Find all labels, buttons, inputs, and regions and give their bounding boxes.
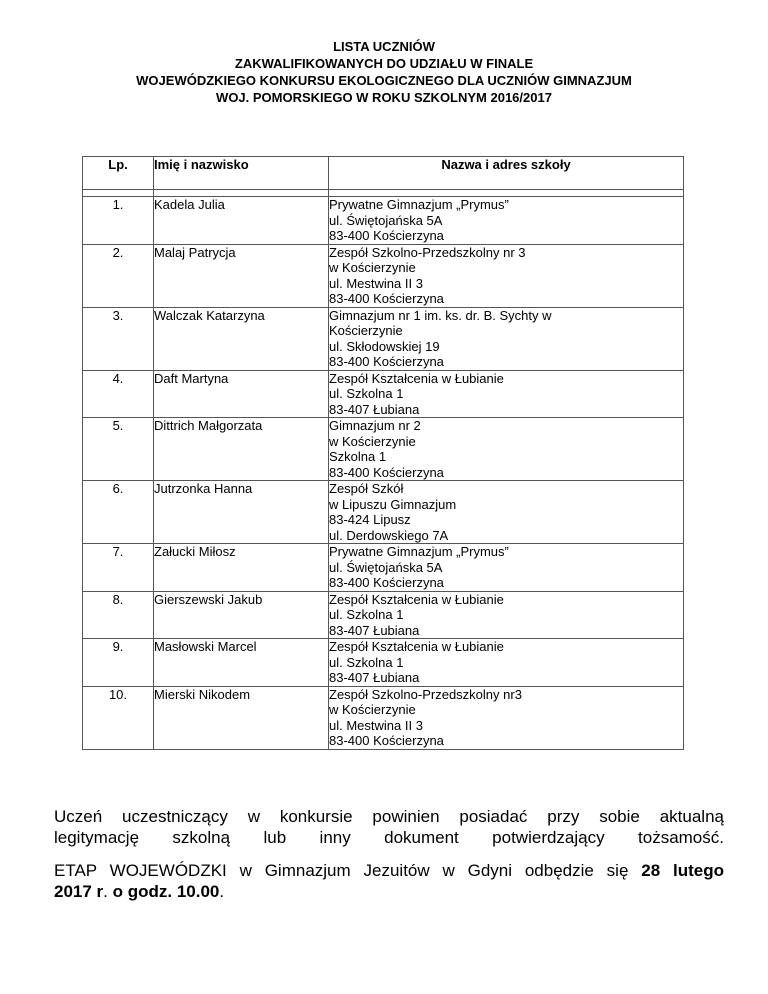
note1-line-2: legitymację szkolną lub inny dokument potwierdzający tożsamość. (54, 828, 724, 847)
row-number: 5. (83, 418, 154, 481)
school-address-line: Szkolna 1 (329, 449, 387, 464)
id-requirement-note (54, 806, 724, 848)
school-address-line: 83-407 Łubiana (329, 401, 420, 417)
student-name: Załucki Miłosz (154, 544, 329, 592)
school-address-line: Prywatne Gimnazjum „Prymus” (329, 197, 509, 212)
school-address (329, 544, 684, 592)
school-address-line: 83-407 Łubiana (329, 622, 420, 638)
school-address-line: Zespół Szkolno-Przedszkolny nr 3 (329, 244, 526, 260)
school-address-line: w Kościerzynie (329, 260, 416, 275)
school-address-line: 83-400 Kościerzyna (329, 291, 444, 306)
note2-end: . (219, 882, 225, 901)
table-header-row (83, 157, 684, 190)
note2-date: 28 lutego (641, 861, 724, 880)
row-number: 9. (83, 639, 154, 687)
stage-info-note (54, 860, 724, 902)
school-address-line: 83-424 Lipusz (329, 512, 411, 527)
table-row (83, 418, 684, 481)
table-row (83, 481, 684, 544)
student-name: Dittrich Małgorzata (154, 418, 329, 481)
table-row (83, 686, 684, 749)
school-address-line: Gimnazjum nr 1 im. ks. dr. B. Sychty w (329, 307, 552, 323)
note2-prefix: ETAP WOJEWÓDZKI w Gimnazjum Jezuitów w Gdyni odbędzie się (54, 861, 629, 880)
row-number: 6. (83, 481, 154, 544)
school-address-line: w Lipuszu Gimnazjum (329, 496, 457, 512)
row-number: 8. (83, 591, 154, 639)
student-name: Jutrzonka Hanna (154, 481, 329, 544)
school-address (329, 639, 684, 687)
school-address-line: ul. Mestwina II 3 (329, 275, 423, 291)
school-address-line: Kościerzynie (329, 323, 403, 338)
spacer-cell (83, 190, 154, 197)
table-row (83, 197, 684, 245)
spacer-cell (154, 190, 329, 197)
school-address (329, 591, 684, 639)
school-address (329, 686, 684, 749)
school-address-line: 83-400 Kościerzyna (329, 575, 444, 590)
spacer-cell (329, 190, 684, 197)
school-address-line: Zespół Kształcenia w Łubianie (329, 639, 504, 654)
row-number: 4. (83, 370, 154, 418)
student-name: Daft Martyna (154, 370, 329, 418)
school-address-line: Prywatne Gimnazjum „Prymus” (329, 544, 509, 559)
school-address-line: 83-407 Łubiana (329, 670, 420, 685)
school-address-line: 83-400 Kościerzyna (329, 464, 444, 480)
header-lp: Lp. (83, 157, 154, 190)
school-address-line: Gimnazjum nr 2 (329, 418, 421, 433)
note1-line-1: Uczeń uczestniczący w konkursie powinien posiadać przy sobie aktualną (54, 807, 724, 826)
school-address (329, 307, 684, 370)
table-row (83, 639, 684, 687)
school-address-line: Zespół Szkolno-Przedszkolny nr3 (329, 686, 522, 702)
note2-year: 2017 r (54, 882, 104, 901)
document-title (0, 38, 768, 106)
header-spacer-row (83, 190, 684, 197)
school-address-line: w Kościerzynie (329, 433, 416, 449)
table-row (83, 307, 684, 370)
students-table (82, 156, 684, 750)
note2-dot: . (103, 882, 108, 901)
student-name: Kadela Julia (154, 197, 329, 245)
school-address-line: ul. Świętojańska 5A (329, 559, 443, 575)
school-address-line: 83-400 Kościerzyna (329, 733, 444, 748)
school-address (329, 418, 684, 481)
student-name: Masłowski Marcel (154, 639, 329, 687)
table-row (83, 591, 684, 639)
school-address-line: ul. Szkolna 1 (329, 386, 404, 401)
header-name: Imię i nazwisko (154, 157, 329, 190)
table-row (83, 244, 684, 307)
row-number: 3. (83, 307, 154, 370)
title-line-2: ZAKWALIFIKOWANYCH DO UDZIAŁU W FINALE (234, 56, 534, 71)
school-address-line: ul. Świętojańska 5A (329, 212, 443, 228)
row-number: 2. (83, 244, 154, 307)
title-line-3: WOJEWÓDZKIEGO KONKURSU EKOLOGICZNEGO DLA UCZNIÓW GIMNAZJUM (136, 73, 632, 88)
school-address (329, 370, 684, 418)
school-address-line: ul. Mestwina II 3 (329, 717, 423, 733)
header-school: Nazwa i adres szkoły (329, 157, 684, 190)
school-address-line: 83-400 Kościerzyna (329, 228, 444, 243)
student-name: Mierski Nikodem (154, 686, 329, 749)
student-name: Gierszewski Jakub (154, 591, 329, 639)
row-number: 10. (83, 686, 154, 749)
row-number: 7. (83, 544, 154, 592)
school-address (329, 481, 684, 544)
table-body (83, 197, 684, 750)
school-address (329, 197, 684, 245)
school-address-line: Zespół Szkół (329, 481, 404, 496)
row-number: 1. (83, 197, 154, 245)
school-address-line: ul. Szkolna 1 (329, 607, 404, 622)
title-line-1: LISTA UCZNIÓW (333, 39, 435, 54)
school-address-line: ul. Szkolna 1 (329, 654, 404, 670)
school-address-line: ul. Skłodowskiej 19 (329, 338, 440, 354)
student-name: Malaj Patrycja (154, 244, 329, 307)
note2-line-1 (54, 860, 724, 881)
title-line-4: WOJ. POMORSKIEGO W ROKU SZKOLNYM 2016/2017 (216, 90, 552, 105)
note2-line-2 (54, 882, 224, 901)
school-address-line: ul. Derdowskiego 7A (329, 527, 449, 543)
table-row (83, 370, 684, 418)
school-address (329, 244, 684, 307)
school-address-line: 83-400 Kościerzyna (329, 354, 444, 369)
school-address-line: w Kościerzynie (329, 702, 416, 717)
student-name: Walczak Katarzyna (154, 307, 329, 370)
note2-time: o godz. 10.00 (112, 882, 220, 901)
school-address-line: Zespół Kształcenia w Łubianie (329, 370, 504, 386)
table-row (83, 544, 684, 592)
school-address-line: Zespół Kształcenia w Łubianie (329, 591, 504, 607)
